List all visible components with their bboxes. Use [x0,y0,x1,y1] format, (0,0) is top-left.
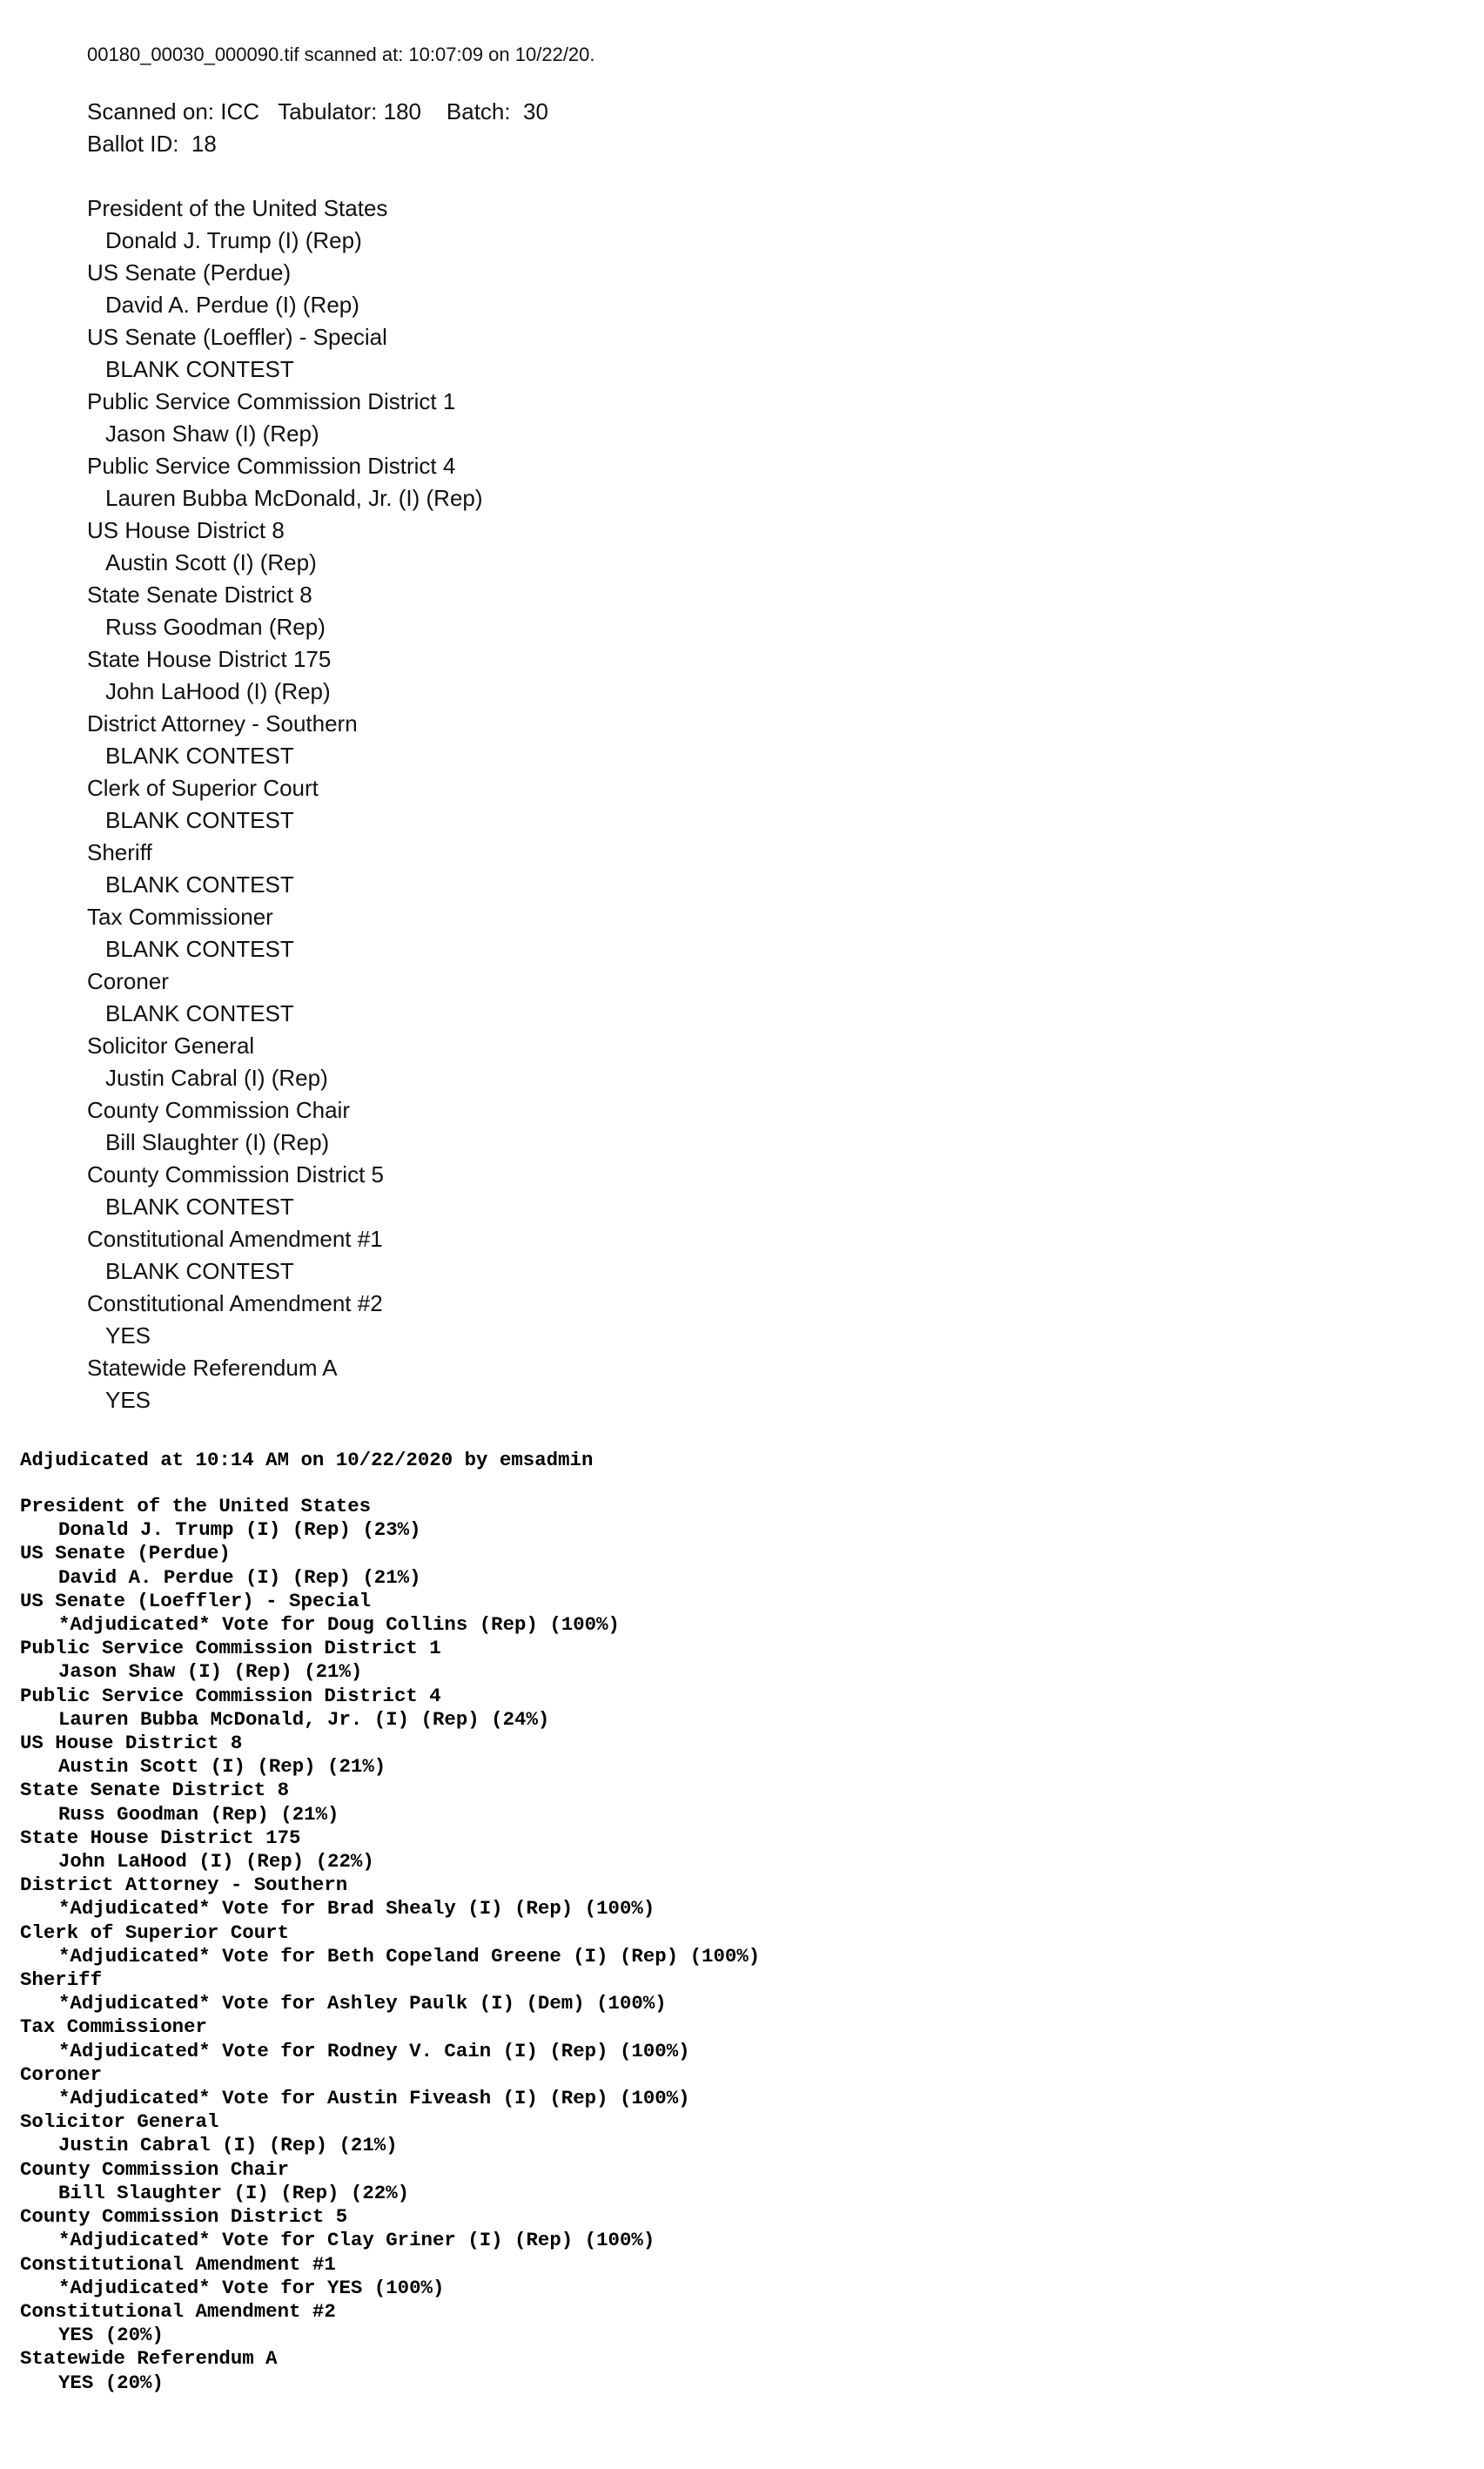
adjudicated-contest-choice: *Adjudicated* Vote for Clay Griner (I) (Rep) (100%) [58,2229,655,2252]
adjudicated-contest-choice: Lauren Bubba McDonald, Jr. (I) (Rep) (24%) [58,1707,550,1731]
adjudicated-contest-choice: YES (20%) [58,2371,164,2394]
adjudicated-contest-title: State House District 175 [20,1826,301,1849]
adjudicated-contest-choice: *Adjudicated* Vote for Beth Copeland Greene (I) (Rep) (100%) [58,1944,761,1968]
adjudicated-contest-list [20,1495,760,2395]
contest-choice: Lauren Bubba McDonald, Jr. (I) (Rep) [105,485,483,511]
contest-choice: John LaHood (I) (Rep) [105,678,331,704]
contest-choice: YES [105,1322,151,1349]
adjudicated-contest-choice: Russ Goodman (Rep) (21%) [58,1802,339,1826]
contest-choice: BLANK CONTEST [105,743,294,769]
scan-info: Scanned on: ICC Tabulator: 180 Batch: 30 [87,98,548,124]
contest-choice: BLANK CONTEST [105,356,294,382]
contest-title: County Commission District 5 [87,1161,384,1187]
adjudication-section [20,1448,760,2395]
contest-choice: BLANK CONTEST [105,1000,294,1026]
contest-title: Constitutional Amendment #1 [87,1226,383,1252]
adjudicated-contest-title: County Commission District 5 [20,2205,348,2229]
contest-list [87,192,595,1416]
scan-meta [87,96,595,160]
adjudicated-contest-title: Clerk of Superior Court [20,1921,290,1944]
contest-title: US Senate (Perdue) [87,259,292,286]
adjudicated-contest-title: State Senate District 8 [20,1779,290,1802]
contest-choice: Donald J. Trump (I) (Rep) [105,227,362,253]
adjudicated-contest-title: Sheriff [20,1968,103,1992]
adjudicated-contest-title: County Commission Chair [20,2157,290,2181]
adjudicated-contest-choice: David A. Perdue (I) (Rep) (21%) [58,1565,421,1589]
adjudicated-contest-choice: *Adjudicated* Vote for Brad Shealy (I) (Rep) (100%) [58,1897,655,1921]
contest-choice: BLANK CONTEST [105,1258,294,1284]
contest-title: Coroner [87,968,169,994]
contest-choice: YES [105,1387,151,1413]
contest-choice: BLANK CONTEST [105,871,294,898]
contest-title: US House District 8 [87,517,285,543]
contest-choice: BLANK CONTEST [105,807,294,833]
adjudicated-contest-title: Coroner [20,2062,103,2086]
adjudicated-contest-choice: *Adjudicated* Vote for Ashley Paulk (I) (Dem) (100%) [58,1992,667,2015]
contest-title: Solicitor General [87,1033,255,1059]
scan-line: 00180_00030_000090.tif scanned at: 10:07:09 on 10/22/20. [87,44,595,65]
adjudicated-contest-title: Public Service Commission District 1 [20,1637,441,1660]
contest-choice: David A. Perdue (I) (Rep) [105,292,359,318]
adjudicated-contest-title: Public Service Commission District 4 [20,1684,441,1707]
adjudicated-contest-choice: Jason Shaw (I) (Rep) (21%) [58,1660,363,1684]
adjudicated-contest-choice: YES (20%) [58,2324,164,2347]
adjudicated-contest-choice: Donald J. Trump (I) (Rep) (23%) [58,1518,421,1542]
contest-title: State Senate District 8 [87,582,312,608]
adjudicated-contest-title: US House District 8 [20,1732,243,1755]
contest-choice: Russ Goodman (Rep) [105,614,326,640]
contest-choice: BLANK CONTEST [105,936,294,962]
adjudicated-contest-title: Constitutional Amendment #2 [20,2299,336,2323]
contest-title: Public Service Commission District 1 [87,388,456,414]
adjudicated-contest-title: US Senate (Perdue) [20,1542,231,1565]
adjudication-header: Adjudicated at 10:14 AM on 10/22/2020 by emsadmin [20,1449,594,1471]
contest-title: Clerk of Superior Court [87,775,319,801]
contest-title: District Attorney - Southern [87,710,358,737]
adjudicated-contest-title: Constitutional Amendment #1 [20,2252,336,2276]
contest-title: State House District 175 [87,646,332,672]
ballot-scan-section [87,40,595,1416]
adjudicated-contest-choice: *Adjudicated* Vote for Rodney V. Cain (I) (Rep) (100%) [58,2039,690,2062]
contest-choice: Bill Slaughter (I) (Rep) [105,1129,330,1155]
adjudicated-contest-choice: *Adjudicated* Vote for Austin Fiveash (I) (Rep) (100%) [58,2087,690,2110]
contest-title: US Senate (Loeffler) - Special [87,324,387,350]
contest-title: County Commission Chair [87,1097,350,1123]
contest-title: Tax Commissioner [87,904,273,930]
adjudicated-contest-title: US Senate (Loeffler) - Special [20,1589,372,1612]
contest-choice: Austin Scott (I) (Rep) [105,549,317,575]
adjudicated-contest-title: Tax Commissioner [20,2015,207,2039]
contest-choice: Justin Cabral (I) (Rep) [105,1065,328,1091]
contest-title: President of the United States [87,195,388,221]
contest-title: Statewide Referendum A [87,1355,338,1381]
contest-title: Public Service Commission District 4 [87,453,456,479]
adjudicated-contest-title: Solicitor General [20,2110,219,2134]
adjudicated-contest-choice: Bill Slaughter (I) (Rep) (22%) [58,2181,410,2204]
adjudicated-contest-title: Statewide Referendum A [20,2347,278,2371]
adjudicated-contest-choice: Justin Cabral (I) (Rep) (21%) [58,2134,398,2157]
adjudicated-contest-choice: John LaHood (I) (Rep) (22%) [58,1850,374,1874]
adjudicated-contest-choice: Austin Scott (I) (Rep) (21%) [58,1755,386,1779]
ballot-id: Ballot ID: 18 [87,131,217,157]
adjudicated-contest-choice: *Adjudicated* Vote for Doug Collins (Rep) (100%) [58,1613,620,1637]
contest-title: Sheriff [87,839,152,865]
adjudicated-contest-title: President of the United States [20,1495,372,1517]
contest-title: Constitutional Amendment #2 [87,1290,383,1316]
contest-choice: Jason Shaw (I) (Rep) [105,420,319,447]
adjudicated-contest-choice: *Adjudicated* Vote for YES (100%) [58,2276,445,2299]
contest-choice: BLANK CONTEST [105,1194,294,1220]
adjudicated-contest-title: District Attorney - Southern [20,1874,348,1897]
